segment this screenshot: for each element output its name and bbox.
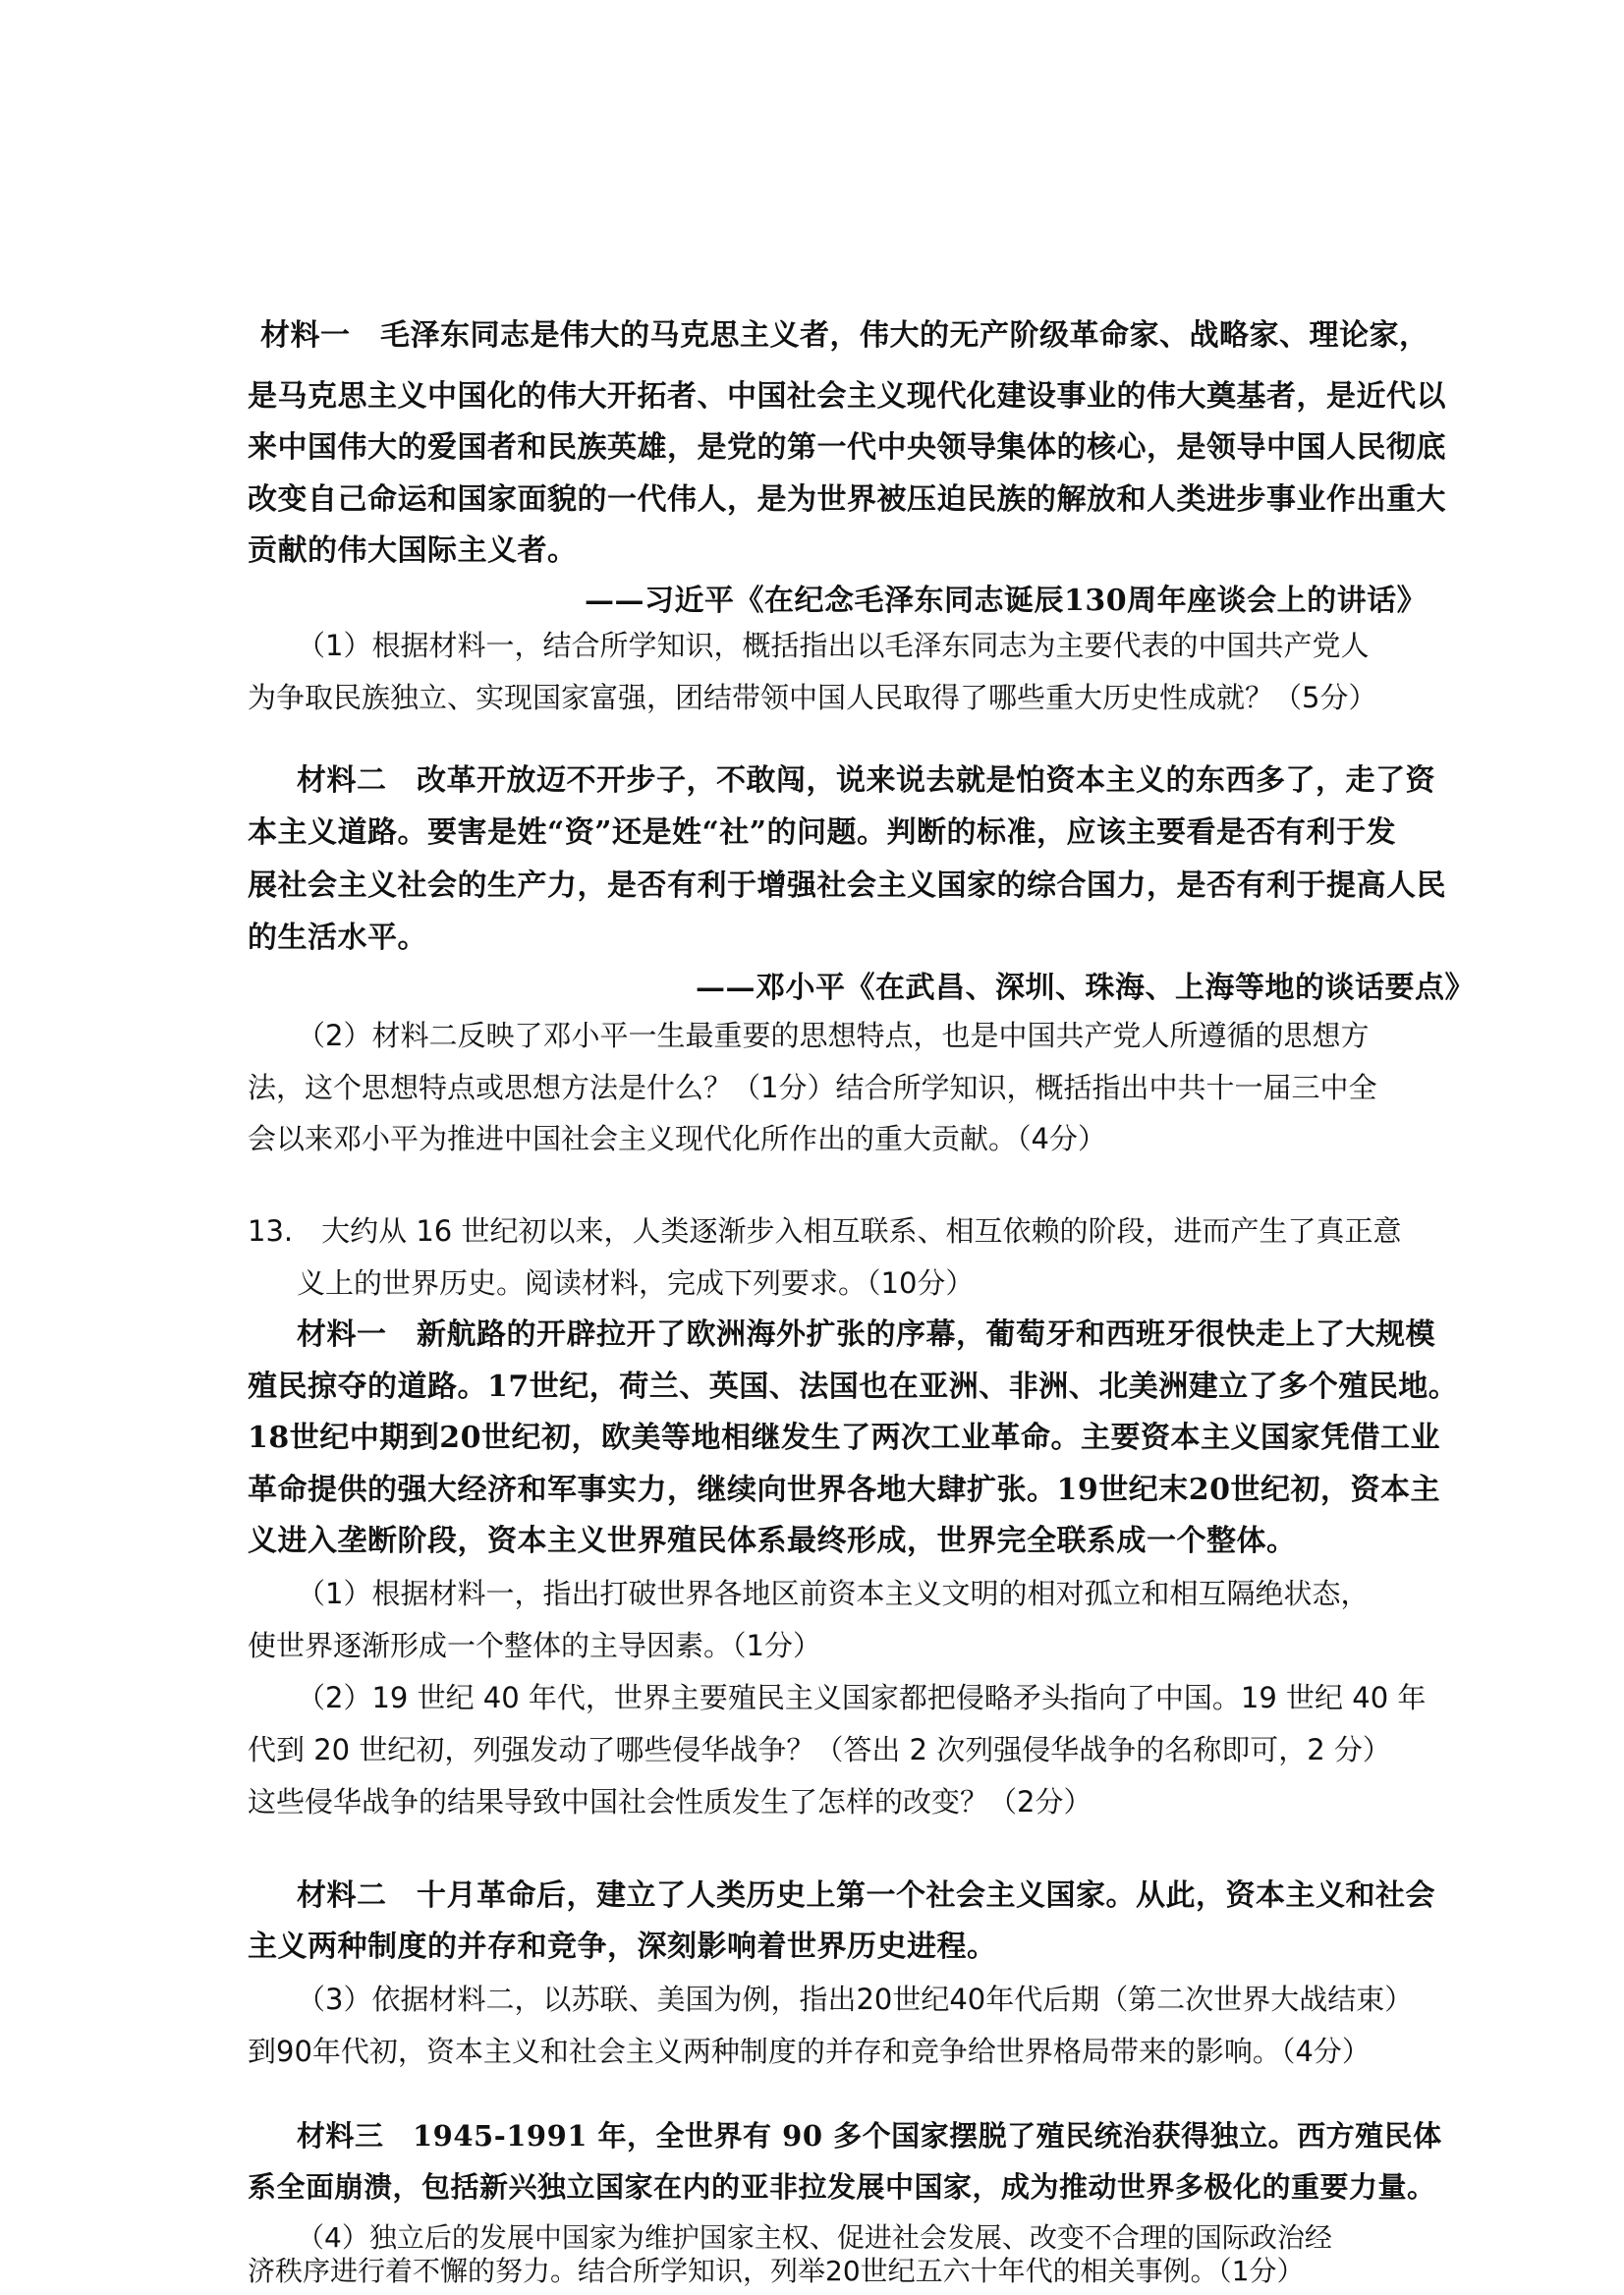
q13-stem-line: 13. 大约从 16 世纪初以来，人类逐渐步入相互联系、相互依赖的阶段，进而产生了真正意 <box>248 1214 1402 1248</box>
q13-material-2-line: 材料二 十月革命后，建立了人类历史上第一个社会主义国家。从此，资本主义和社会 <box>297 1878 1435 1913</box>
q13-question-3-line: 到90年代初，资本主义和社会主义两种制度的并存和竞争给世界格局带来的影响。（4分） <box>248 2035 1371 2068</box>
q12-material-1-line: 来中国伟大的爱国者和民族英雄，是党的第一代中央领导集体的核心，是领导中国人民彻底 <box>248 430 1446 465</box>
q13-material-1-line: 革命提供的强大经济和军事实力，继续向世界各地大肆扩张。19世纪末20世纪初，资本主 <box>248 1473 1440 1507</box>
q13-material-3-line: 材料三 1945-1991 年，全世界有 90 多个国家摆脱了殖民统治获得独立。西方殖民体 <box>297 2119 1442 2153</box>
q13-material-2-line: 主义两种制度的并存和竞争，深刻影响着世界历史进程。 <box>248 1930 997 1964</box>
q12-material-2-line: 本主义道路。要害是姓“资”还是姓“社”的问题。判断的标准，应该主要看是否有利于发 <box>248 815 1397 850</box>
q12-question-1-line: （1）根据材料一，结合所学知识，概括指出以毛泽东同志为主要代表的中国共产党人 <box>297 629 1370 662</box>
q13-material-1-line: 材料一 新航路的开辟拉开了欧洲海外扩张的序幕，葡萄牙和西班牙很快走上了大规模 <box>297 1317 1435 1352</box>
q12-material-2-line: 材料二 改革开放迈不开步子，不敢闯，说来说去就是怕资本主义的东西多了，走了资 <box>297 763 1435 798</box>
q12-question-1-line: 为争取民族独立、实现国家富强，团结带领中国人民取得了哪些重大历史性成就？（5分） <box>248 681 1377 714</box>
q12-material-2-line: 展社会主义社会的生产力，是否有利于增强社会主义国家的综合国力，是否有利于提高人民 <box>248 868 1446 903</box>
q12-material-1-line: 材料一 毛泽东同志是伟大的马克思主义者，伟大的无产阶级革命家、战略家、理论家， <box>260 318 1429 353</box>
q13-question-1-line: 使世界逐渐形成一个整体的主导因素。（1分） <box>248 1629 821 1662</box>
q13-question-3-line: （3）依据材料二，以苏联、美国为例，指出20世纪40年代后期（第二次世界大战结束） <box>297 1983 1414 2016</box>
q13-question-4-line: （4）独立后的发展中国家为维护国家主权、促进社会发展、改变不合理的国际政治经 <box>297 2221 1332 2254</box>
q13-question-2-line: （2）19 世纪 40 年代，世界主要殖民主义国家都把侵略矛头指向了中国。19 世纪 40 年 <box>297 1681 1427 1714</box>
q12-material-2-source: ——邓小平《在武昌、深圳、珠海、上海等地的谈话要点》 <box>696 971 1475 1005</box>
q13-material-1-line: 义进入垄断阶段，资本主义世界殖民体系最终形成，世界完全联系成一个整体。 <box>248 1524 1297 1558</box>
q13-material-3-line: 系全面崩溃，包括新兴独立国家在内的亚非拉发展中国家，成为推动世界多极化的重要力量。 <box>248 2170 1436 2204</box>
q12-material-1-source: ——习近平《在纪念毛泽东同志诞辰130周年座谈会上的讲话》 <box>585 584 1428 618</box>
q13-stem-line: 义上的世界历史。阅读材料，完成下列要求。（10分） <box>297 1266 975 1300</box>
q12-material-1-line: 是马克思主义中国化的伟大开拓者、中国社会主义现代化建设事业的伟大奠基者，是近代以 <box>248 379 1446 414</box>
q12-question-2-line: 法，这个思想特点或思想方法是什么？（1分）结合所学知识，概括指出中共十一届三中全 <box>248 1071 1377 1104</box>
q12-question-2-line: （2）材料二反映了邓小平一生最重要的思想特点，也是中国共产党人所遵循的思想方 <box>297 1019 1370 1052</box>
q13-material-1-line: 殖民掠夺的道路。17世纪，荷兰、英国、法国也在亚洲、非洲、北美洲建立了多个殖民地。 <box>248 1370 1459 1404</box>
q13-question-4-line: 济秩序进行着不懈的努力。结合所学知识，列举20世纪五六十年代的相关事例。（1分） <box>248 2255 1305 2287</box>
q13-question-1-line: （1）根据材料一，指出打破世界各地区前资本主义文明的相对孤立和相互隔绝状态， <box>297 1577 1370 1610</box>
q12-material-1-line: 改变自己命运和国家面貌的一代伟人，是为世界被压迫民族的解放和人类进步事业作出重大 <box>248 482 1446 517</box>
q13-question-2-line: 这些侵华战争的结果导致中国社会性质发生了怎样的改变？（2分） <box>248 1785 1092 1819</box>
q13-material-1-line: 18世纪中期到20世纪初，欧美等地相继发生了两次工业革命。主要资本主义国家凭借工业 <box>248 1421 1440 1455</box>
q12-question-2-line: 会以来邓小平为推进中国社会主义现代化所作出的重大贡献。（4分） <box>248 1122 1106 1155</box>
q13-question-2-line: 代到 20 世纪初，列强发动了哪些侵华战争？（答出 2 次列强侵华战争的名称即可，2 分） <box>248 1733 1391 1766</box>
q12-material-1-line: 贡献的伟大国际主义者。 <box>248 533 578 568</box>
q12-material-2-line: 的生活水平。 <box>248 921 427 955</box>
